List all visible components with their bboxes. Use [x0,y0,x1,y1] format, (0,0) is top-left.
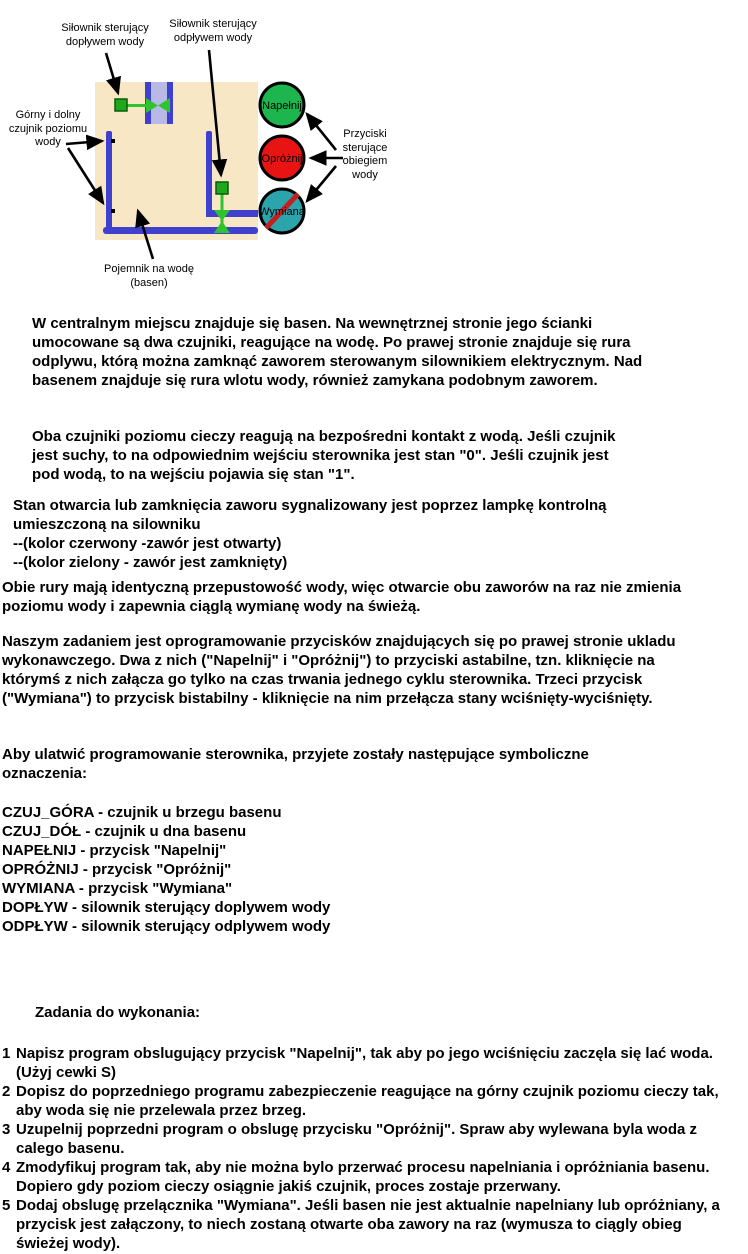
arrow-fill-button [307,114,336,150]
task-text: Dopisz do poprzedniego programu zabezpieczenie reagujące na górny czujnik poziomu cieczy tak, aby woda się nie przelewala przez brzeg. [16,1083,719,1119]
task-number: 3 [2,1121,11,1138]
task-text: Uzupelnij poprzedni program o obslugę przycisku "Opróżnij". Spraw aby wylewana byla woda z calego basenu. [16,1121,698,1157]
paragraph-assignment: Naszym zadaniem jest oprogramowanie przycisków znajdujących się po prawej stronie ukladu wykonawczego. Dwa z nich ("Napelnij" i "Opróżnij") to przyciski astabilne, tzn. kliknięcie na którymś z nich załącza go tylko na czas trwania jednego cyklu sterownika. Trzeci przycisk ("Wymiana") to przycisk bistabilny - kliknięcie na nim przełącza stany wciśnięty-wyciśnięty. [2,633,676,707]
container-label: Pojemnik na wodę (basen) [104,263,194,289]
task-item [2,1082,738,1120]
pool-left-wall [106,131,112,231]
paragraph-valve-lamp [13,496,623,572]
paragraph-symbols-intro: Aby ulatwić programowanie sterownika, przyjete zostały następujące symboliczne oznaczenia: [2,746,589,782]
tasks-heading: Zadania do wykonania: [35,1004,201,1021]
symbol-definition: DOPŁYW - silownik sterujący doplywem wody [2,899,331,916]
outflow-pipe-vertical [206,131,212,217]
inflow-actuator [115,99,127,111]
upper-level-sensor [111,139,115,143]
symbol-definition: CZUJ_GÓRA - czujnik u brzegu basenu [2,804,282,821]
fill-button-label: Napełnij [262,100,302,112]
paragraph-flow: Obie rury mają identyczną przepustowość wody, więc otwarcie obu zaworów na raz nie zmienia poziomu wody i zapewnia ciąglą wymianę wody na świeżą. [2,579,682,615]
task-item [2,1044,738,1082]
task-number: 1 [2,1045,11,1062]
symbol-definition: WYMIANA - przycisk "Wymiana" [2,880,233,897]
outflow-pipe-horizontal [206,210,258,217]
task-item [2,1196,738,1253]
exchange-button-label: Wymiana [259,206,305,218]
lamp-red-meaning: --(kolor czerwony -zawór jest otwarty) [13,535,282,552]
task-text: Dodaj obslugę przelącznika "Wymiana". Jeśli basen nie jest aktualnie napelniany lub opróżniany, a przycisk jest załączony, to niech zostaną otwarte oba zawory na raz (wymusza to ciągly obieg świeżej wody). [16,1197,720,1252]
task-number: 5 [2,1197,11,1214]
symbol-definition: OPRÓŻNIJ - przycisk "Opróżnij" [2,861,232,878]
symbol-definition: CZUJ_DÓŁ - czujnik u dna basenu [2,823,247,840]
lamp-green-meaning: --(kolor zielony - zawór jest zamknięty) [13,554,288,571]
buttons-caption-label: Przyciski sterujące obiegiem wody [342,128,388,181]
task-item [2,1158,738,1196]
symbol-definitions [2,803,742,936]
arrow-exchange-button [307,166,336,201]
empty-button-label: Opróżnij [261,153,303,165]
level-sensors-label: Górny i dolny czujnik poziomu wody [8,109,88,148]
valve-lamp-text: Stan otwarcia lub zamknięcia zaworu sygnalizowany jest poprzez lampkę kontrolną umieszczoną na silowniku [13,497,607,533]
symbol-definition: NAPEŁNIJ - przycisk "Napelnij" [2,842,227,859]
paragraph-intro: W centralnym miejscu znajduje się basen. Na wewnętrznej stronie jego ścianki umocowane są dwa czujniki, reagujące na wodę. Po prawej stronie znajduje się rura odplywu, którą można zamknąć zaworem sterowanym silownikiem elektrycznym. Nad basenem znajduje się rura wlotu wody, również zamykana podobnym zaworem. [32,315,643,389]
task-text: Napisz program obslugujący przycisk "Napelnij", tak aby po jego wciśnięciu zaczęla się lać woda. (Użyj cewki S) [16,1045,713,1081]
task-item [2,1120,738,1158]
outflow-actuator-label: Siłownik sterujący odpływem wody [169,18,257,44]
symbol-definition: ODPŁYW - silownik sterujący odplywem wody [2,918,331,935]
task-text: Zmodyfikuj program tak, aby nie można bylo przerwać procesu napelniania i opróżniania basenu. Dopiero gdy poziom cieczy osiągnie jakiś czujnik, proces zostaje przerwany. [16,1159,710,1195]
pool-system-diagram [0,0,748,302]
pool-bottom-wall [103,227,258,234]
outflow-actuator [216,182,228,194]
task-number: 2 [2,1083,11,1100]
task-number: 4 [2,1159,11,1176]
lower-level-sensor [111,209,115,213]
inflow-actuator-label: Siłownik sterujący dopływem wody [61,22,149,48]
paragraph-sensors: Oba czujniki poziomu cieczy reagują na bezpośredni kontakt z wodą. Jeśli czujnik jest suchy, to na odpowiednim wejściu sterownika jest stan "0". Jeśli czujnik jest pod wodą, to na wejściu pojawia się stan "1". [32,428,616,483]
